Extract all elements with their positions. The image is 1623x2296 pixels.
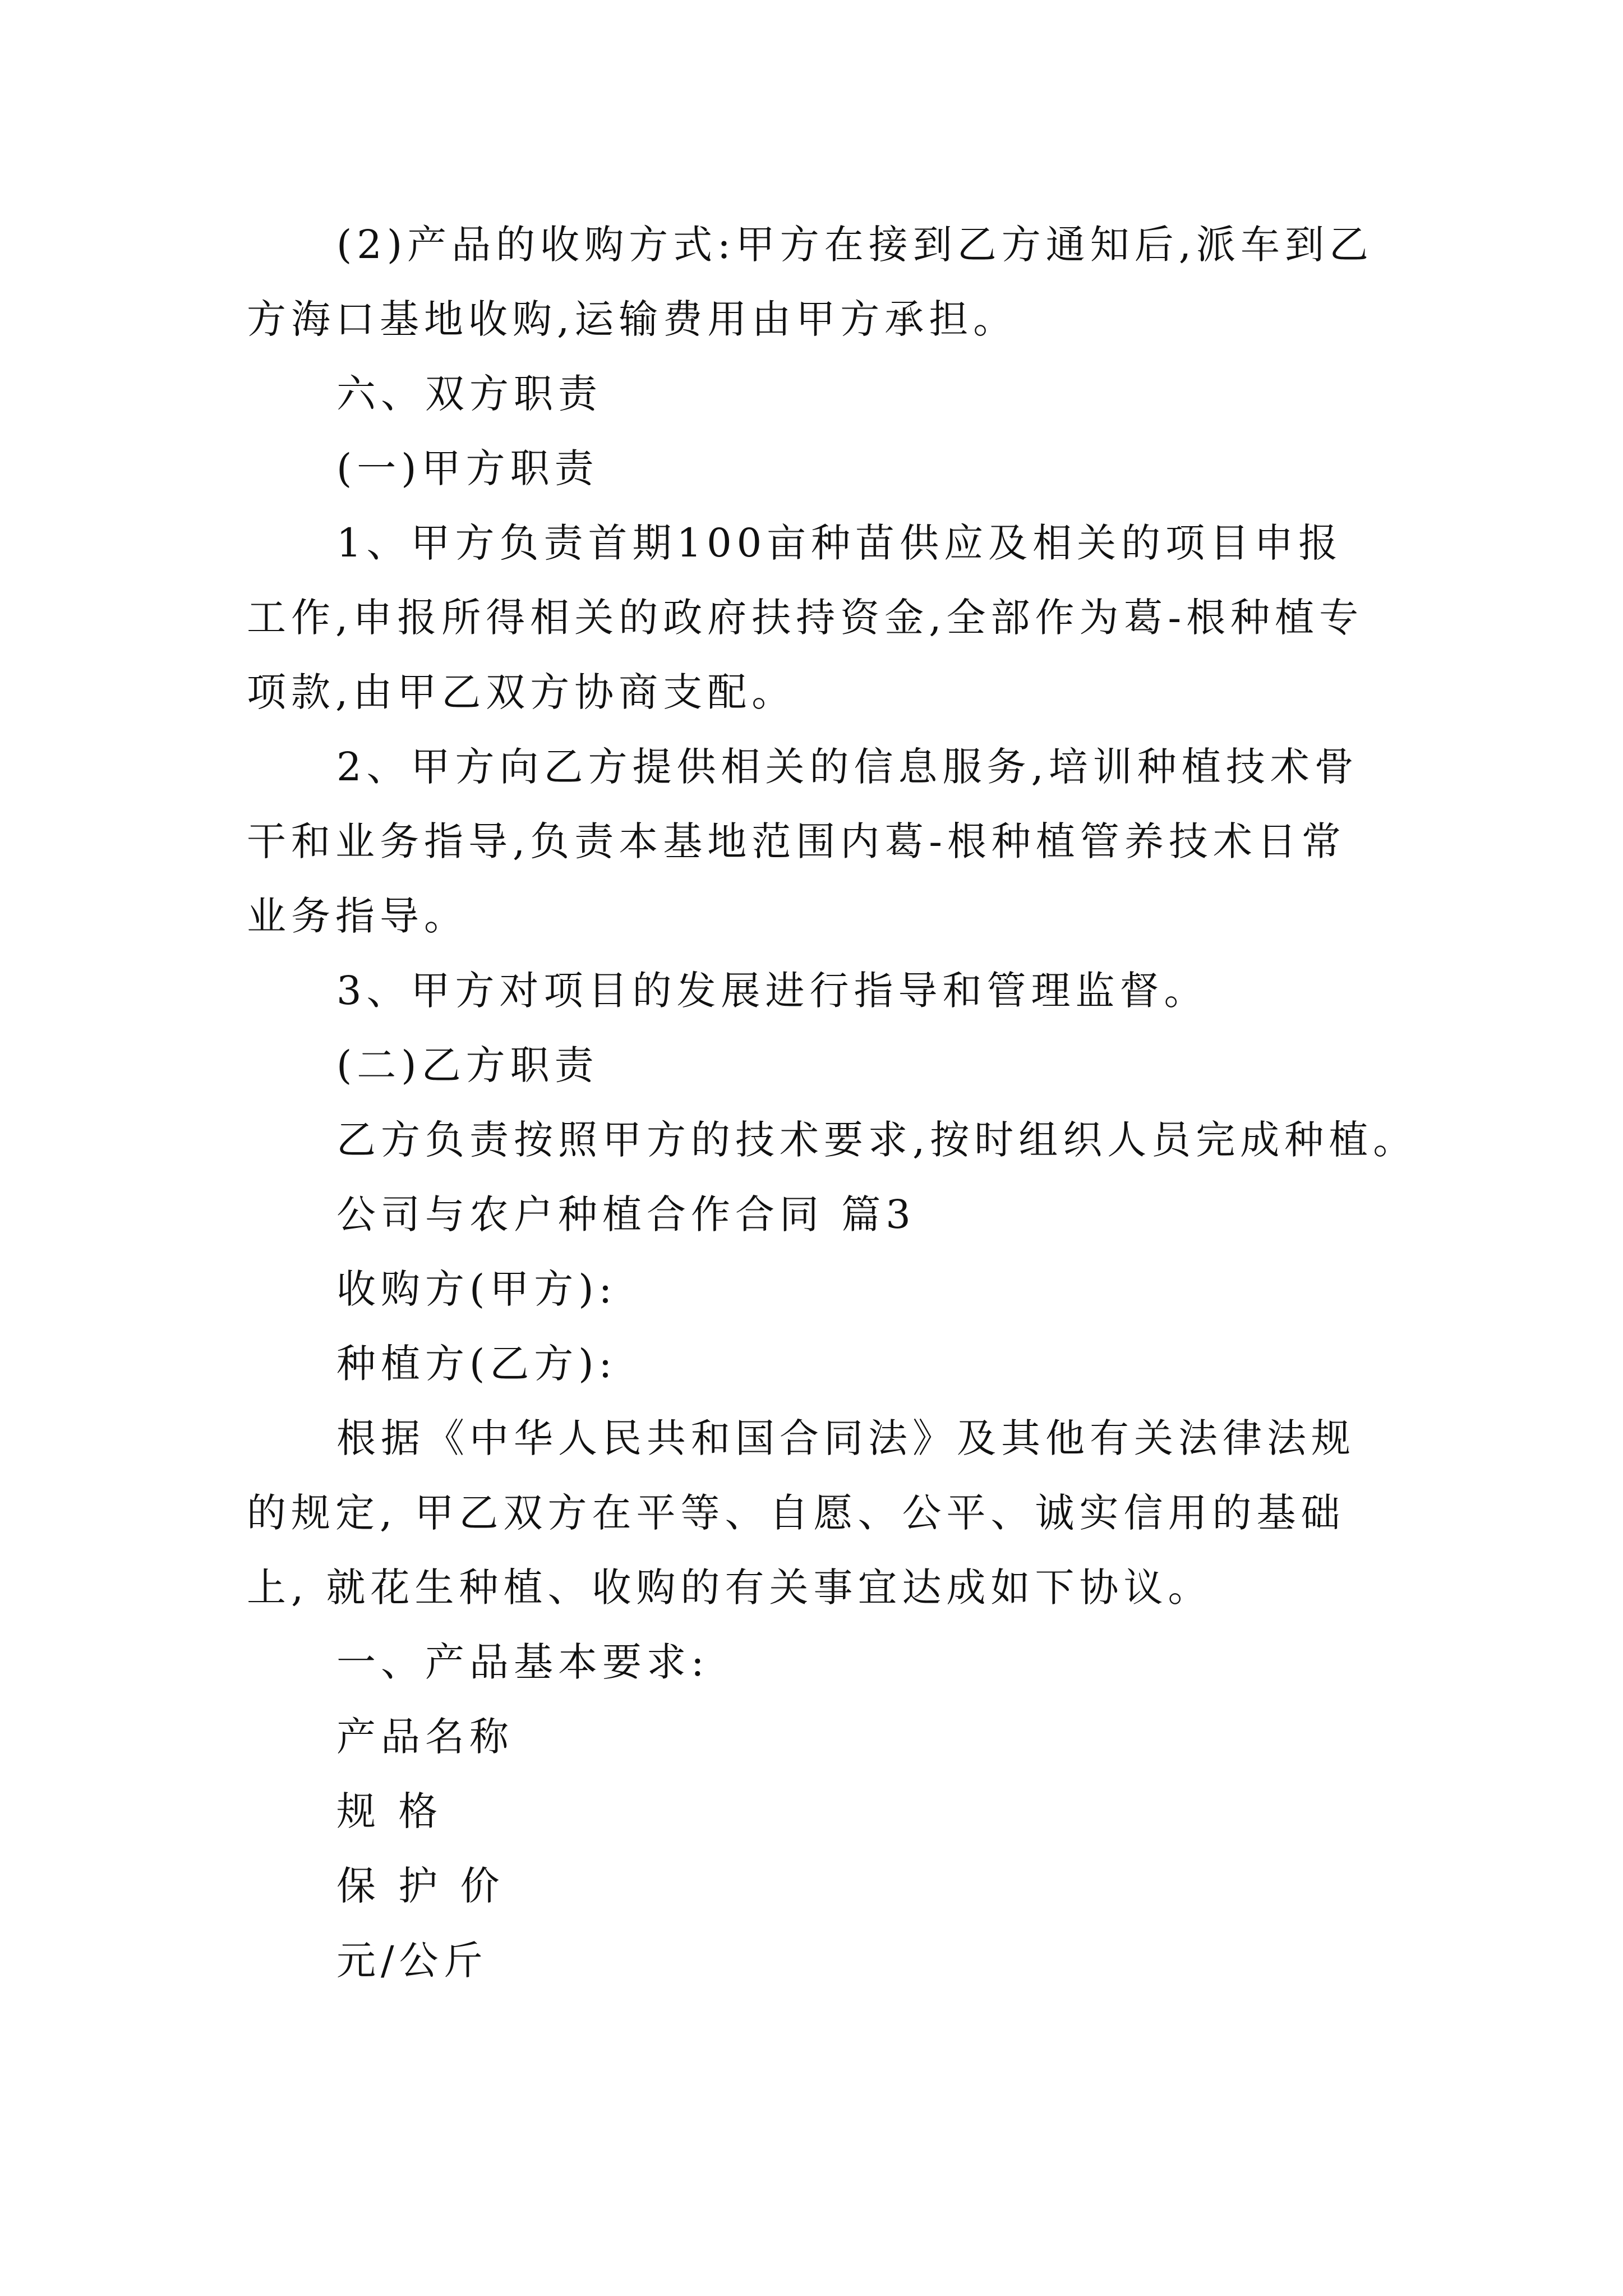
- paragraph-party-a-duty-1: 1、甲方负责首期100亩种苗供应及相关的项目申报工作,申报所得相关的政府扶持资金,全部作为葛-根种植专项款,由甲乙双方协商支配。: [247, 520, 1364, 715]
- paragraph-purchase-method: (2)产品的收购方式:甲方在接到乙方通知后,派车到乙方海口基地收购,运输费用由甲方承担。: [247, 222, 1373, 342]
- heading-party-b-duties: (二)乙方职责: [336, 1042, 599, 1088]
- paragraph-contract-basis: 根据《中华人民共和国合同法》及其他有关法律法规的规定, 甲乙双方在平等、自愿、公平、诚实信用的基础上, 就花生种植、收购的有关事宜达成如下协议。: [247, 1415, 1355, 1611]
- heading-party-a-duties: (一)甲方职责: [336, 445, 599, 491]
- paragraph-party-a-duty-2: 2、甲方向乙方提供相关的信息服务,培训种植技术骨干和业务指导,负责本基地范围内葛-根种植管养技术日常业务指导。: [247, 744, 1359, 939]
- heading-section-six: 六、双方职责: [336, 371, 602, 417]
- label-specification: 规 格: [336, 1788, 443, 1834]
- label-protection-price: 保 护 价: [336, 1863, 505, 1909]
- heading-contract-part-3: 公司与农户种植合作合同 篇3: [336, 1191, 916, 1237]
- field-buyer-party-a: 收购方(甲方):: [336, 1266, 617, 1312]
- paragraph-party-a-duty-3: 3、甲方对项目的发展进行指导和管理监督。: [336, 968, 1209, 1014]
- heading-product-requirements: 一、产品基本要求:: [336, 1639, 709, 1685]
- paragraph-party-b-duty: 乙方负责按照甲方的技术要求,按时组织人员完成种植。: [336, 1117, 1418, 1163]
- document-body: [247, 208, 1418, 1998]
- field-grower-party-b: 种植方(乙方):: [336, 1341, 617, 1387]
- label-price-unit: 元/公斤: [336, 1938, 488, 1984]
- label-product-name: 产品名称: [336, 1714, 514, 1760]
